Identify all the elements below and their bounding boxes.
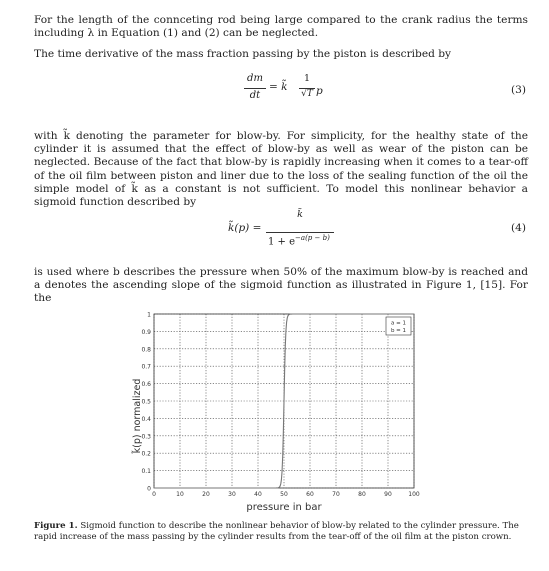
legend-entry: a = 1 (391, 320, 406, 327)
x-tick-label: 90 (384, 491, 392, 498)
paragraph-parameters: is used where b describes the pressure when 50% of the maximum blow-by is reached and a denotes the ascending slope of the sigmoid function as illustrated in Figure 1, [15]. For the (34, 266, 528, 305)
y-tick-label: 0.1 (141, 468, 151, 476)
y-tick-label: 0.7 (141, 363, 151, 371)
y-tick-label: 0.9 (141, 328, 151, 336)
y-tick-label: 0.8 (141, 346, 151, 354)
eq4-numerator: k̃ (297, 209, 303, 220)
y-tick-label: 0.6 (141, 381, 151, 389)
eq3-rhs-numerator: 1 (303, 73, 311, 84)
x-tick-label: 60 (306, 491, 314, 498)
paragraph-blow-by (34, 130, 528, 209)
eq4-number: (4) (511, 222, 527, 234)
paragraph-blow-by-text: with k̃ denoting the parameter for blow-by. For simplicity, for the healthy state of the cylinder it is assumed that the effect of blow-by as well as wear of the piston can be neglected. Because of the fact that blow-by is rapidly increasing when it comes to a tear-off of the oil film between piston and liner due to the loss of the sealing function of the oil the simple model of k̃ as a constant is not sufficient. To model this nonlinear behavior a sigmoid function described by (34, 130, 528, 209)
eq3-rhs-tail: p (316, 85, 323, 97)
y-tick-label: 0.4 (141, 415, 151, 423)
eq3-rhs-denominator: √T (301, 89, 313, 99)
eq4-denominator (268, 234, 330, 247)
y-tick-label: 0 (147, 485, 151, 493)
x-tick-label: 0 (152, 491, 156, 498)
x-tick-label: 80 (358, 491, 366, 498)
eq4-exponent: −a(p − b) (295, 234, 330, 242)
figure-caption (34, 521, 524, 543)
paragraph-time-derivative: The time derivative of the mass fraction passing by the piston is described by (34, 48, 451, 60)
y-axis-label: k̃(p) normalized (132, 378, 143, 454)
eq3-lhs-fraction-bar (244, 88, 266, 89)
eq3-equals-k: = k̃ (269, 81, 288, 93)
x-axis-label: pressure in bar (246, 502, 322, 513)
x-tick-label: 100 (408, 491, 420, 498)
x-tick-label: 10 (176, 491, 184, 498)
figure-caption-label: Figure 1. (34, 521, 78, 531)
eq3-lhs-denominator: dt (249, 90, 261, 101)
sigmoid-chart (120, 306, 420, 514)
x-tick-label: 30 (228, 491, 236, 498)
y-tick-label: 0.5 (141, 398, 151, 406)
y-tick-label: 0.2 (141, 450, 151, 458)
y-tick-label: 0.3 (141, 433, 151, 441)
eq3-number: (3) (511, 84, 527, 96)
eq4-fraction-bar (266, 232, 334, 233)
legend-entry: b = 1 (390, 328, 407, 334)
paragraph-neglect-terms: For the length of the connceting rod being large compared to the crank radius the terms including λ in Equation (1) and (2) can be neglected. (34, 14, 528, 40)
eq4-denominator-base: 1 + e (268, 236, 296, 248)
y-tick-label: 1 (147, 311, 151, 319)
eq3-lhs-numerator: dm (247, 73, 263, 84)
eq4-lhs: k̃(p) = (228, 222, 262, 234)
x-tick-label: 20 (202, 491, 210, 498)
x-tick-label: 70 (332, 491, 340, 498)
x-tick-label: 40 (254, 491, 262, 498)
x-tick-label: 50 (280, 491, 288, 498)
figure-caption-text: Sigmoid function to describe the nonlinear behavior of blow-by related to the cylinder pressure. The rapid increase of the mass passing by the cylinder results from the tear-off of the oil film at the piston crown. (34, 521, 519, 543)
